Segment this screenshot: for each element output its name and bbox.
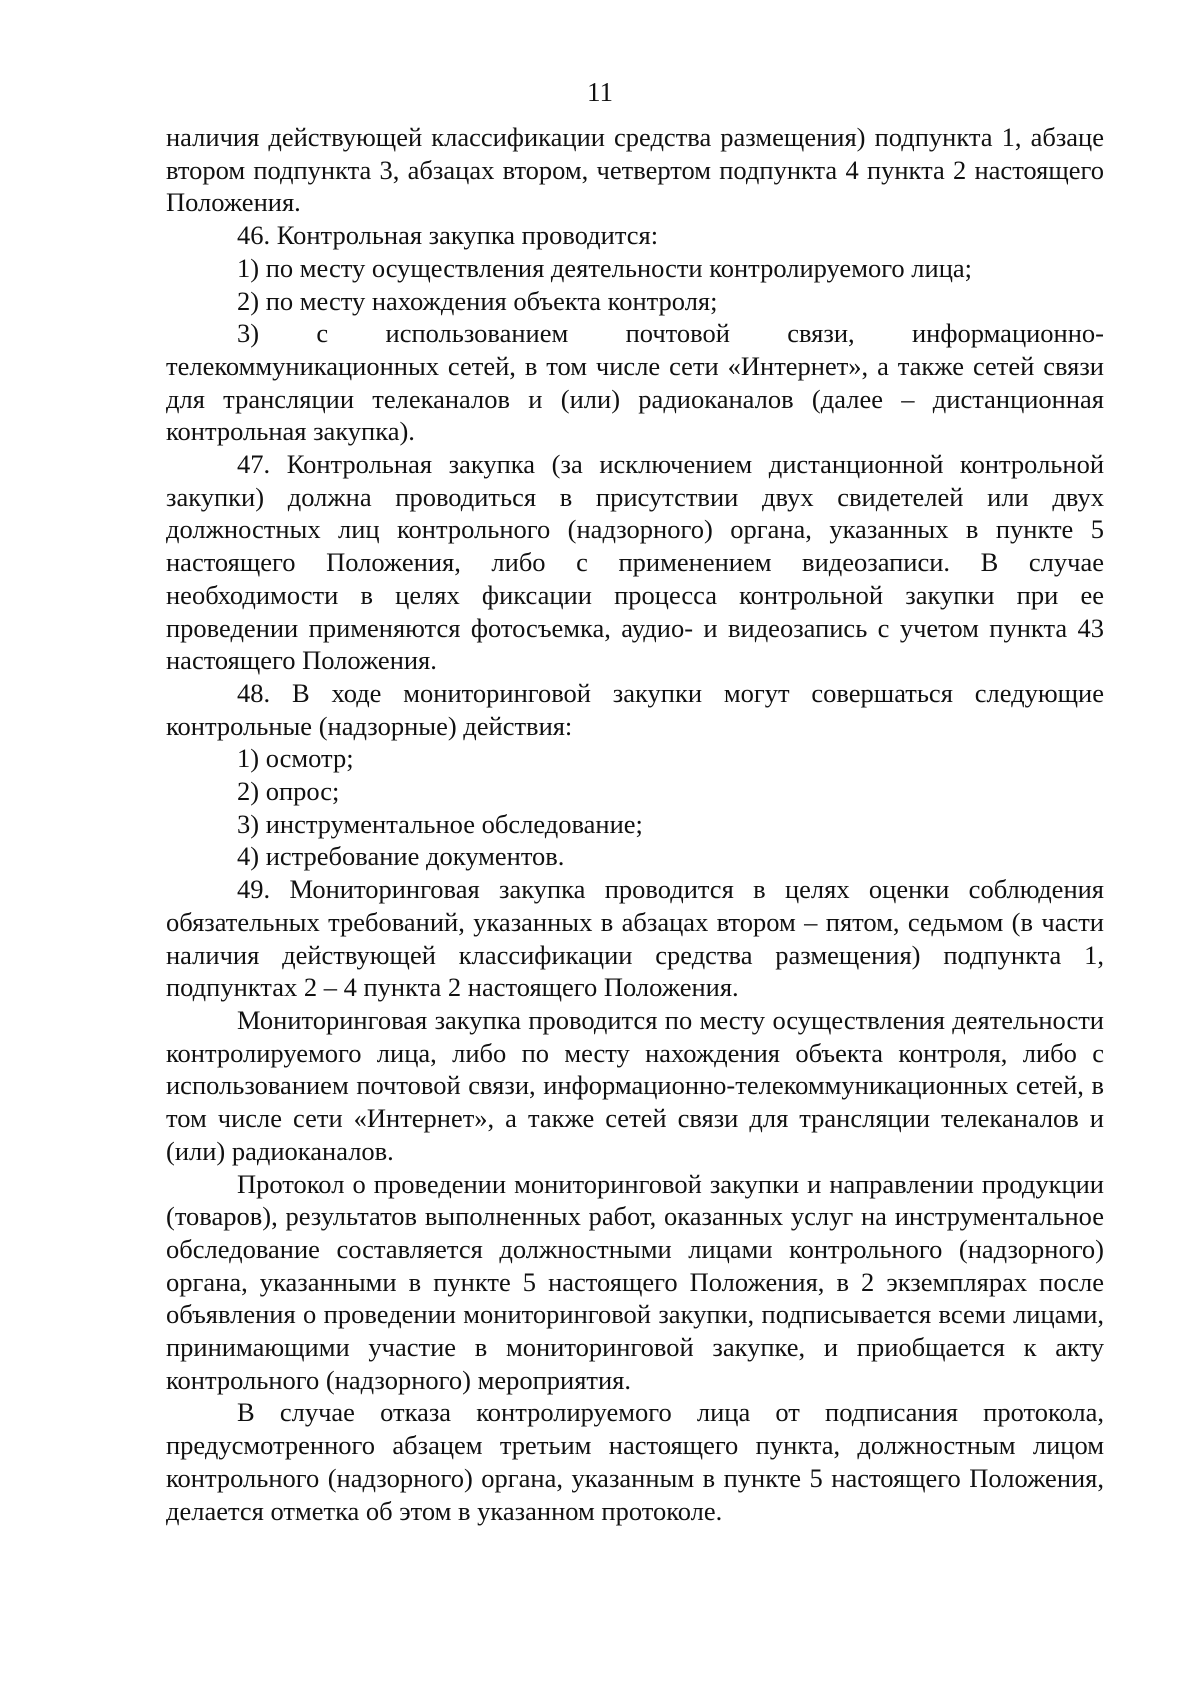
list-item-46-1: 1) по месту осуществления деятельности контролируемого лица; xyxy=(237,252,973,283)
list-item-46-2: 2) по месту нахождения объекта контроля; xyxy=(237,285,718,316)
document-body xyxy=(166,121,1104,1527)
paragraph-49-protocol: Протокол о проведении мониторинговой закупки и направлении продукции (товаров), результатов выполненных работ, оказанных услуг на инструментальное обследование составляется должностными лицами контрольного (надзорного) органа, указанными в пункте 5 настоящего Положения, в 2 экземплярах после объявления о проведении мониторинговой закупки, подписывается всеми лицами, принимающими участие в мониторинговой закупке, и приобщается к акту контрольного (надзорного) мероприятия. xyxy=(166,1168,1104,1395)
paragraph-48: 48. В ходе мониторинговой закупки могут совершаться следующие контрольные (надзорные) действия: xyxy=(166,677,1104,741)
paragraph-47: 47. Контрольная закупка (за исключением дистанционной контрольной закупки) должна проводиться в присутствии двух свидетелей или двух должностных лиц контрольного (надзорного) органа, указанных в пункте 5 настоящего Положения, либо с применением видеозаписи. В случае необходимости в целях фиксации процесса контрольной закупки при ее проведении применяются фотосъемка, аудио- и видеозапись с учетом пункта 43 настоящего Положения. xyxy=(166,449,1104,676)
list-item-48-3: 3) инструментальное обследование; xyxy=(237,808,643,839)
list-item-48-1: 1) осмотр; xyxy=(237,743,354,774)
paragraph-46: 46. Контрольная закупка проводится: xyxy=(237,220,659,251)
paragraph-49: 49. Мониторинговая закупка проводится в целях оценки соблюдения обязательных требований, указанных в абзацах втором – пятом, седьмом (в части наличия действующей классификации средства размещения) подпункта 1, подпунктах 2 – 4 пункта 2 настоящего Положения. xyxy=(166,874,1104,1003)
list-item-46-3: 3) с использованием почтовой связи, информационно-телекоммуникационных сетей, в том числе сети «Интернет», а также сетей связи для трансляции телеканалов и (или) радиоканалов (далее – дистанционная контрольная закупка). xyxy=(166,318,1104,447)
paragraph-continuation: наличия действующей классификации средства размещения) подпункта 1, абзаце втором подпункта 3, абзацах втором, четвертом подпункта 4 пункта 2 настоящего Положения. xyxy=(166,122,1104,218)
list-item-48-4: 4) истребование документов. xyxy=(237,841,565,872)
paragraph-49-refusal: В случае отказа контролируемого лица от подписания протокола, предусмотренного абзацем третьим настоящего пункта, должностным лицом контрольного (надзорного) органа, указанным в пункте 5 настоящего Положения, делается отметка об этом в указанном протоколе. xyxy=(166,1397,1104,1526)
paragraph-49-place: Мониторинговая закупка проводится по месту осуществления деятельности контролируемого лица, либо по месту нахождения объекта контроля, либо с использованием почтовой связи, информационно-телекоммуникационных сетей, в том числе сети «Интернет», а также сетей связи для трансляции телеканалов и (или) радиоканалов. xyxy=(166,1004,1104,1166)
list-item-48-2: 2) опрос; xyxy=(237,776,340,807)
page-number: 11 xyxy=(587,77,613,107)
